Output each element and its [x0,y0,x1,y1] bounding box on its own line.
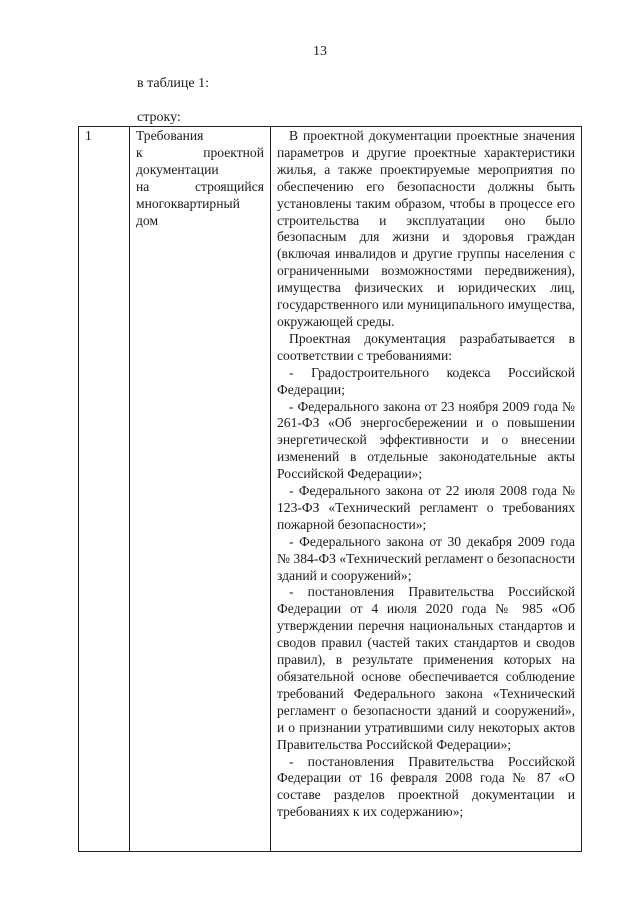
page-number: 13 [313,44,327,59]
requirement-name-line: дом [136,212,159,228]
text-paragraph: В проектной документации проектные значения параметров и другие проектные характеристики жилья, а также проектируемые мероприятия по обеспечению его безопасности должны быть установлены таким образом, чтобы в процессе его строительства и эксплуатации оно было безопасным для жизни и здоровья граждан (включая инвалидов и другие группы населения с ограниченными возможностями передвижения), имущества физических и юридических лиц, государственного или муниципального имущества, окружающей среды. [277,128,575,329]
requirements-table [78,126,582,852]
requirement-name-line: на строящийся [136,178,264,194]
text-paragraph: Проектная документация разрабатывается в соответствии с требованиями: [277,330,575,363]
list-item: - Градостроительного кодекса Российской Федерации; [277,364,575,397]
requirement-name-line: Требования [136,128,204,143]
list-item: - Федерального закона от 23 ноября 2009 года № 261-ФЗ «Об энергосбережении и о повышении энергетической эффективности и о внесении изменений в отдельные законодательные акты Российской Федерации»; [277,398,575,482]
table-row [79,127,582,852]
requirement-name-cell [130,127,271,852]
requirement-name-line: документации [136,161,219,177]
requirement-name-line: к проектной [136,144,264,160]
requirement-text-cell [271,127,582,852]
list-item: - постановления Правительства Российской Федерации от 16 февраля 2008 года № 87 «О составе разделов проектной документации и требованиях к их содержанию»; [277,753,575,820]
list-item: - постановления Правительства Российской Федерации от 4 июля 2020 года № 985 «Об утверждении перечня национальных стандартов и сводов правил (частей таких стандартов и сводов правил), в результате применения которых на обязательной основе обеспечивается соблюдение требований Федерального закона «Технический регламент о безопасности зданий и сооружений», и о признании утратившими силу некоторых актов Правительства Российской Федерации»; [277,584,575,752]
row-number-cell [79,127,130,852]
intro-line-row-label: строку: [137,110,181,125]
list-item: - Федерального закона от 30 декабря 2009 года № 384-ФЗ «Технический регламент о безопасности зданий и сооружений»; [277,533,575,583]
intro-line-table-reference: в таблице 1: [137,76,209,91]
requirement-name-line: многоквартирный [136,195,240,211]
list-item: - Федерального закона от 22 июля 2008 года № 123-ФЗ «Технический регламент о требованиях пожарной безопасности»; [277,483,575,532]
row-number: 1 [85,128,92,143]
